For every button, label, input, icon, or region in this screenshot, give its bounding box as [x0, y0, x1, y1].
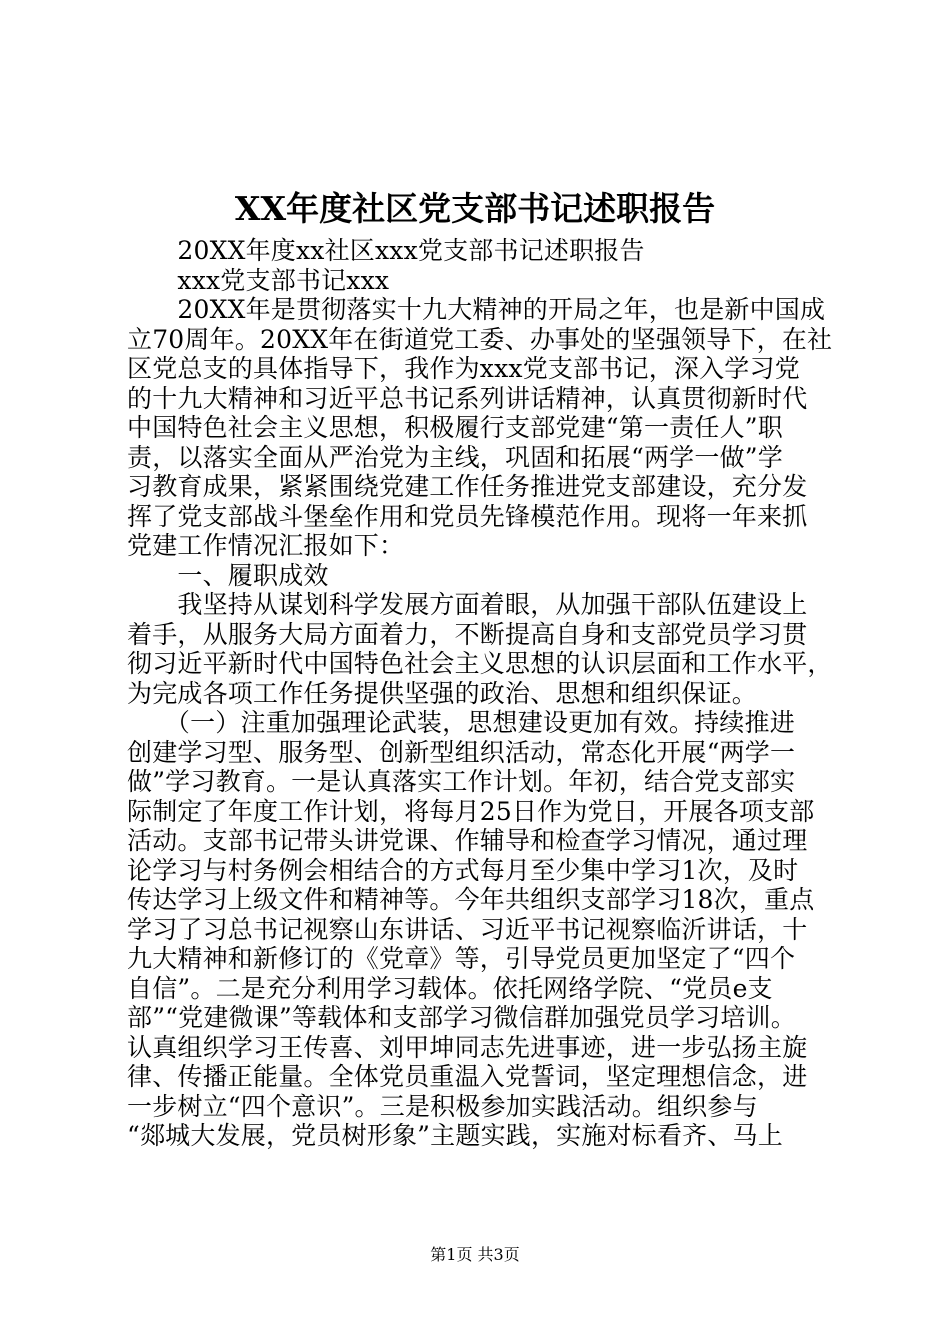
body-text-line: 律、传播正能量。全体党员重温入党誓词，坚定理想信念，进: [127, 1062, 808, 1091]
body-text-line: 20XX年是贯彻落实十九大精神的开局之年，也是新中国成: [127, 295, 826, 324]
body-text-line: 彻习近平新时代中国特色社会主义思想的认识层面和工作水平，: [127, 649, 833, 678]
body-text-line: 中国特色社会主义思想，积极履行支部党建“第一责任人”职: [127, 413, 783, 442]
body-text-line: 区党总支的具体指导下，我作为xxx党支部书记，深入学习党: [127, 354, 800, 383]
body-text-line: 自信”。二是充分利用学习载体。依托网络学院、“党员e支: [127, 973, 773, 1003]
body-text-line: 做”学习教育。一是认真落实工作计划。年初，结合党支部实: [127, 767, 796, 796]
body-text-line: 着手，从服务大局方面着力，不断提高自身和支部党员学习贯: [127, 619, 808, 649]
body-text-line: 党建工作情况汇报如下：: [127, 531, 405, 560]
body-text-line: 挥了党支部战斗堡垒作用和党员先锋模范作用。现将一年来抓: [127, 501, 808, 531]
body-text-line: xxx党支部书记xxx: [127, 265, 390, 295]
body-text-line: 为完成各项工作任务提供坚强的政治、思想和组织保证。: [127, 678, 758, 708]
body-text-line: 际制定了年度工作计划，将每月25日作为党日，开展各项支部: [127, 796, 815, 826]
body-text-line: 学习了习总书记视察山东讲话、习近平书记视察临沂讲话，十: [127, 914, 808, 944]
body-text-line: 一步树立“四个意识”。三是积极参加实践活动。组织参与: [127, 1091, 758, 1121]
body-text-line: 一、履职成效: [127, 560, 329, 590]
body-text-line: 论学习与村务例会相结合的方式每月至少集中学习1次，及时: [127, 855, 799, 885]
body-text-line: 20XX年度xx社区xxx党支部书记述职报告: [127, 236, 645, 265]
body-text-line: “郯城大发展，党员树形象”主题实践，实施对标看齐、马上: [127, 1121, 783, 1150]
body-text-line: 九大精神和新修订的《党章》等，引导党员更加坚定了“四个: [127, 944, 796, 973]
body-text-line: 活动。支部书记带头讲党课、作辅导和检查学习情况，通过理: [127, 826, 808, 855]
document-body: [127, 236, 847, 1151]
body-text-line: 认真组织学习王传喜、刘甲坤同志先进事迹，进一步弘扬主旋: [127, 1032, 808, 1062]
body-text-line: 习教育成果，紧紧围绕党建工作任务推进党支部建设，充分发: [127, 472, 808, 501]
body-text-line: 的十九大精神和习近平总书记系列讲话精神，认真贯彻新时代: [127, 383, 808, 413]
body-text-line: 我坚持从谋划科学发展方面着眼，从加强干部队伍建设上: [127, 590, 808, 619]
body-text-line: 传达学习上级文件和精神等。今年共组织支部学习18次，重点: [127, 885, 815, 914]
body-text-line: 部”“党建微课”等载体和支部学习微信群加强党员学习培训。: [127, 1003, 796, 1032]
body-text-line: 创建学习型、服务型、创新型组织活动，常态化开展“两学一: [127, 737, 796, 767]
body-text-line: 责，以落实全面从严治党为主线，巩固和拓展“两学一做”学: [127, 442, 783, 472]
body-text-line: 立70周年。20XX年在街道党工委、办事处的坚强领导下，在社: [127, 324, 833, 354]
document-title: XX年度社区党支部书记述职报告: [234, 189, 716, 228]
body-text-line: （一）注重加强理论武装，思想建设更加有效。持续推进: [127, 708, 795, 737]
page-footer: 第1页 共3页: [430, 1245, 520, 1264]
